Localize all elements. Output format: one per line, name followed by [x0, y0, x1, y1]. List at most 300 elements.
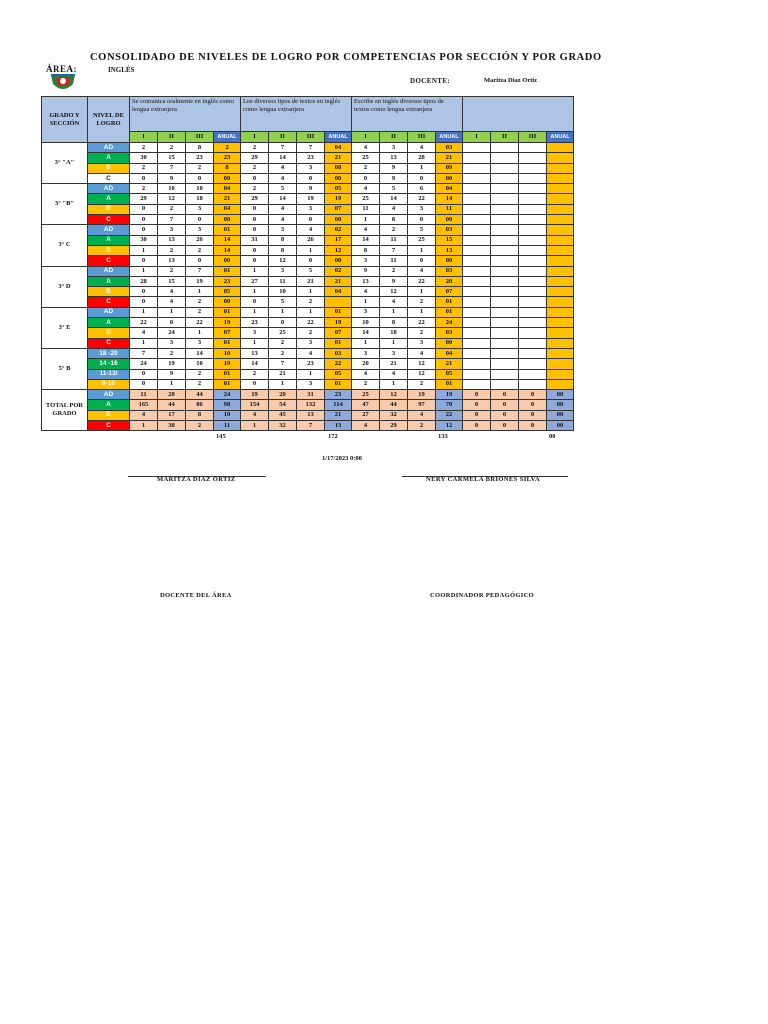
page-title: CONSOLIDADO DE NIVELES DE LOGRO POR COMPETENCIAS POR SECCIÓN Y POR GRADO — [90, 52, 602, 63]
value-cell: 11 — [380, 235, 408, 245]
report-date: 1/17/2023 0:00 — [322, 455, 362, 462]
level-cell: A — [88, 318, 130, 328]
value-cell: 7 — [269, 143, 297, 153]
value-cell: 4 — [269, 204, 297, 214]
value-cell: 2 — [186, 163, 214, 173]
anual-value-cell: 21 — [436, 359, 463, 369]
level-cell: C — [88, 256, 130, 266]
value-cell — [463, 348, 491, 358]
value-cell — [463, 266, 491, 276]
value-cell: 3 — [380, 348, 408, 358]
anual-value-cell: 01 — [214, 338, 241, 348]
value-cell — [491, 204, 519, 214]
value-cell: 14 — [352, 328, 380, 338]
value-cell: 2 — [158, 204, 186, 214]
table-row — [42, 215, 574, 225]
value-cell: 7 — [130, 348, 158, 358]
value-cell: 0 — [130, 173, 158, 183]
value-cell: 0 — [241, 225, 269, 235]
value-cell: 20 — [158, 390, 186, 400]
value-cell — [491, 266, 519, 276]
value-cell: 1 — [241, 266, 269, 276]
value-cell: 4 — [269, 173, 297, 183]
value-cell: 2 — [269, 348, 297, 358]
value-cell: 44 — [158, 400, 186, 410]
anual-value-cell: 00 — [436, 256, 463, 266]
anual-value-cell: 07 — [325, 328, 352, 338]
docente-label: DOCENTE: — [410, 77, 451, 85]
value-cell: 1 — [130, 266, 158, 276]
value-cell — [519, 287, 547, 297]
value-cell: 13 — [297, 410, 325, 420]
value-cell: 22 — [408, 276, 436, 286]
anual-value-cell: 00 — [436, 173, 463, 183]
value-cell: 2 — [130, 163, 158, 173]
value-cell: 4 — [380, 369, 408, 379]
value-cell: 4 — [158, 297, 186, 307]
value-cell: 3 — [186, 338, 214, 348]
anual-value-cell — [547, 235, 574, 245]
value-cell: 4 — [352, 287, 380, 297]
period-header: I — [463, 132, 491, 143]
value-cell: 3 — [352, 307, 380, 317]
level-cell: AD — [88, 266, 130, 276]
anual-value-cell: 17 — [325, 235, 352, 245]
value-cell: 3 — [297, 338, 325, 348]
value-cell: 0 — [158, 318, 186, 328]
anual-value-cell — [547, 318, 574, 328]
value-cell: 1 — [297, 369, 325, 379]
value-cell: 4 — [352, 184, 380, 194]
anual-value-cell — [547, 215, 574, 225]
anual-value-cell: 14 — [436, 194, 463, 204]
value-cell: 8 — [380, 318, 408, 328]
anual-value-cell: 11 — [436, 204, 463, 214]
table-row — [42, 276, 574, 286]
anual-value-cell — [547, 379, 574, 389]
anual-value-cell: 22 — [436, 410, 463, 420]
value-cell: 0 — [491, 410, 519, 420]
value-cell: 14 — [186, 348, 214, 358]
value-cell: 27 — [241, 276, 269, 286]
table-row — [42, 359, 574, 369]
value-cell: 25 — [352, 153, 380, 163]
value-cell — [463, 245, 491, 255]
section-label: 3° "A" — [42, 143, 88, 184]
anual-value-cell: 01 — [325, 379, 352, 389]
value-cell: 4 — [408, 143, 436, 153]
section-label: 3° "B" — [42, 184, 88, 225]
value-cell: 15 — [158, 276, 186, 286]
value-cell: 7 — [186, 266, 214, 276]
value-cell: 29 — [241, 194, 269, 204]
value-cell: 0 — [186, 173, 214, 183]
anual-value-cell: 05 — [214, 287, 241, 297]
value-cell: 14 — [241, 359, 269, 369]
value-cell: 31 — [241, 235, 269, 245]
value-cell: 3 — [297, 379, 325, 389]
value-cell — [463, 204, 491, 214]
value-cell: 25 — [269, 328, 297, 338]
table-row — [42, 245, 574, 255]
anual-value-cell: 03 — [436, 266, 463, 276]
value-cell — [463, 359, 491, 369]
anual-value-cell: 00 — [436, 215, 463, 225]
value-cell — [519, 225, 547, 235]
section-label: 5° B — [42, 348, 88, 389]
level-cell: A — [88, 276, 130, 286]
value-cell: 29 — [130, 194, 158, 204]
value-cell — [519, 235, 547, 245]
value-cell: 0 — [408, 173, 436, 183]
table-row — [42, 348, 574, 358]
value-cell: 4 — [380, 297, 408, 307]
anual-value-cell: 01 — [214, 266, 241, 276]
table-row — [42, 400, 574, 410]
value-cell: 0 — [297, 173, 325, 183]
anual-value-cell: 01 — [436, 379, 463, 389]
value-cell: 8 — [186, 410, 214, 420]
value-cell: 14 — [380, 194, 408, 204]
value-cell — [463, 143, 491, 153]
value-cell: 44 — [380, 400, 408, 410]
value-cell: 5 — [380, 184, 408, 194]
value-cell: 8 — [352, 245, 380, 255]
anual-value-cell — [547, 307, 574, 317]
anual-value-cell: 14 — [214, 235, 241, 245]
value-cell: 7 — [269, 359, 297, 369]
value-cell: 23 — [241, 318, 269, 328]
anual-value-cell: 10 — [214, 348, 241, 358]
anual-value-cell: 00 — [547, 421, 574, 431]
value-cell: 28 — [130, 276, 158, 286]
value-cell: 1 — [130, 307, 158, 317]
anual-value-cell: 01 — [214, 379, 241, 389]
anual-value-cell — [547, 256, 574, 266]
role-right: COORDINADOR PEDAGÓGICO — [430, 592, 534, 599]
value-cell: 1 — [130, 338, 158, 348]
value-cell — [491, 143, 519, 153]
value-cell — [519, 245, 547, 255]
value-cell: 4 — [130, 328, 158, 338]
table-row — [42, 256, 574, 266]
anual-value-cell: 08 — [325, 163, 352, 173]
value-cell: 10 — [186, 184, 214, 194]
anual-value-cell: 24 — [214, 390, 241, 400]
table-row — [42, 204, 574, 214]
value-cell: 97 — [408, 400, 436, 410]
header-row — [42, 97, 574, 132]
value-cell — [491, 287, 519, 297]
value-cell: 25 — [352, 390, 380, 400]
anual-value-cell: 23 — [325, 390, 352, 400]
grand-total-3: 133 — [438, 433, 448, 440]
value-cell: 11 — [130, 390, 158, 400]
value-cell: 5 — [408, 225, 436, 235]
value-cell: 28 — [408, 153, 436, 163]
level-cell: AD — [88, 307, 130, 317]
value-cell: 22 — [297, 318, 325, 328]
value-cell: 13 — [352, 276, 380, 286]
anual-value-cell — [547, 328, 574, 338]
period-header: III — [519, 132, 547, 143]
period-header: III — [297, 132, 325, 143]
value-cell — [519, 215, 547, 225]
anual-value-cell: 05 — [325, 369, 352, 379]
anual-value-cell: 21 — [325, 153, 352, 163]
value-cell: 10 — [269, 287, 297, 297]
value-cell — [491, 215, 519, 225]
anual-value-cell: 07 — [436, 287, 463, 297]
table-row — [42, 153, 574, 163]
value-cell: 0 — [463, 410, 491, 420]
value-cell: 13 — [241, 348, 269, 358]
value-cell: 132 — [297, 400, 325, 410]
level-cell: B — [88, 328, 130, 338]
value-cell: 0 — [491, 400, 519, 410]
value-cell: 19 — [186, 276, 214, 286]
value-cell: 1 — [297, 287, 325, 297]
value-cell — [519, 163, 547, 173]
value-cell: 1 — [408, 307, 436, 317]
anual-value-cell: 00 — [325, 256, 352, 266]
value-cell — [463, 215, 491, 225]
period-header: II — [491, 132, 519, 143]
value-cell: 30 — [130, 235, 158, 245]
value-cell: 47 — [352, 400, 380, 410]
anual-value-cell — [547, 338, 574, 348]
level-cell: A — [88, 153, 130, 163]
table-row — [42, 297, 574, 307]
value-cell: 26 — [297, 235, 325, 245]
anual-value-cell — [547, 297, 574, 307]
value-cell: 2 — [130, 184, 158, 194]
value-cell: 1 — [158, 307, 186, 317]
table-row — [42, 318, 574, 328]
value-cell — [491, 276, 519, 286]
value-cell: 4 — [352, 225, 380, 235]
period-header: II — [158, 132, 186, 143]
anual-value-cell — [547, 369, 574, 379]
value-cell: 17 — [158, 410, 186, 420]
value-cell: 2 — [241, 143, 269, 153]
table-row — [42, 266, 574, 276]
value-cell: 29 — [241, 153, 269, 163]
value-cell — [519, 328, 547, 338]
value-cell — [519, 194, 547, 204]
period-header: I — [130, 132, 158, 143]
level-cell: AD — [88, 390, 130, 400]
value-cell: 1 — [380, 307, 408, 317]
value-cell: 4 — [241, 410, 269, 420]
value-cell: 12 — [269, 256, 297, 266]
level-cell: B — [88, 245, 130, 255]
anual-value-cell: 00 — [214, 173, 241, 183]
value-cell: 3 — [186, 204, 214, 214]
value-cell: 45 — [269, 410, 297, 420]
value-cell: 9 — [352, 266, 380, 276]
value-cell — [463, 276, 491, 286]
value-cell — [519, 348, 547, 358]
value-cell — [519, 297, 547, 307]
value-cell: 2 — [269, 338, 297, 348]
value-cell: 0 — [519, 390, 547, 400]
value-cell: 11 — [380, 256, 408, 266]
value-cell: 0 — [241, 379, 269, 389]
value-cell: 1 — [380, 338, 408, 348]
value-cell: 4 — [352, 143, 380, 153]
anual-value-cell: 03 — [436, 225, 463, 235]
value-cell: 21 — [297, 276, 325, 286]
anual-value-cell: 23 — [214, 276, 241, 286]
value-cell: 11 — [269, 276, 297, 286]
anual-value-cell: 04 — [214, 184, 241, 194]
value-cell: 2 — [158, 245, 186, 255]
competencia-header: Escribe en inglés diversos tipos de textos como lengua extranjera — [352, 97, 463, 132]
anual-value-cell — [547, 194, 574, 204]
value-cell: 0 — [186, 256, 214, 266]
anual-value-cell: 01 — [214, 369, 241, 379]
school-crest-icon — [50, 72, 76, 92]
value-cell — [491, 245, 519, 255]
anual-value-cell: 01 — [325, 307, 352, 317]
value-cell: 1 — [352, 215, 380, 225]
value-cell: 8 — [269, 235, 297, 245]
value-cell: 1 — [352, 338, 380, 348]
anual-value-cell: 20 — [436, 276, 463, 286]
value-cell — [519, 338, 547, 348]
table-row — [42, 421, 574, 431]
period-anual-header: ANUAL — [214, 132, 241, 143]
section-label: 3° E — [42, 307, 88, 348]
anual-value-cell — [547, 204, 574, 214]
anual-value-cell — [547, 245, 574, 255]
table-row — [42, 369, 574, 379]
value-cell: 5 — [297, 266, 325, 276]
value-cell — [463, 338, 491, 348]
value-cell: 18 — [380, 328, 408, 338]
value-cell: 10 — [158, 184, 186, 194]
value-cell — [463, 369, 491, 379]
value-cell — [463, 194, 491, 204]
anual-value-cell: 22 — [325, 359, 352, 369]
table-row — [42, 307, 574, 317]
value-cell — [491, 153, 519, 163]
value-cell: 2 — [380, 266, 408, 276]
value-cell: 3 — [352, 256, 380, 266]
anual-value-cell — [547, 184, 574, 194]
value-cell: 0 — [130, 287, 158, 297]
table-row — [42, 163, 574, 173]
value-cell — [491, 369, 519, 379]
value-cell: 3 — [269, 225, 297, 235]
value-cell: 86 — [186, 400, 214, 410]
anual-value-cell: 00 — [214, 297, 241, 307]
anual-value-cell: 03 — [436, 143, 463, 153]
value-cell: 1 — [297, 307, 325, 317]
value-cell: 0 — [186, 215, 214, 225]
anual-value-cell — [547, 266, 574, 276]
anual-value-cell: 04 — [436, 348, 463, 358]
anual-value-cell: 01 — [436, 297, 463, 307]
level-cell: B — [88, 410, 130, 420]
anual-value-cell: 00 — [325, 215, 352, 225]
value-cell — [519, 369, 547, 379]
value-cell: 0 — [463, 400, 491, 410]
value-cell: 1 — [186, 328, 214, 338]
anual-value-cell: 10 — [214, 410, 241, 420]
section-label: 3° C — [42, 225, 88, 266]
value-cell: 20 — [269, 390, 297, 400]
anual-value-cell: 00 — [436, 338, 463, 348]
value-cell: 22 — [408, 194, 436, 204]
value-cell — [491, 297, 519, 307]
value-cell: 14 — [352, 235, 380, 245]
value-cell: 4 — [408, 410, 436, 420]
anual-value-cell: 19 — [325, 318, 352, 328]
docente-value: Maritza Diaz Ortiz — [484, 77, 538, 84]
value-cell — [463, 184, 491, 194]
value-cell: 24 — [158, 328, 186, 338]
value-cell: 4 — [130, 410, 158, 420]
value-cell — [519, 318, 547, 328]
value-cell: 0 — [297, 256, 325, 266]
level-cell: B — [88, 163, 130, 173]
value-cell: 13 — [158, 256, 186, 266]
value-cell: 19 — [158, 359, 186, 369]
value-cell: 9 — [158, 173, 186, 183]
value-cell: 0 — [408, 256, 436, 266]
table-row — [42, 410, 574, 420]
value-cell: 32 — [269, 421, 297, 431]
anual-value-cell — [547, 359, 574, 369]
competencia-header: Se comunica oralmente en inglés como lengua extranjera — [130, 97, 241, 132]
anual-value-cell: 05 — [436, 369, 463, 379]
value-cell: 4 — [380, 204, 408, 214]
anual-value-cell: 21 — [214, 194, 241, 204]
table-row — [42, 225, 574, 235]
value-cell: 23 — [297, 359, 325, 369]
value-cell: 2 — [186, 369, 214, 379]
value-cell: 3 — [297, 204, 325, 214]
value-cell: 2 — [380, 225, 408, 235]
value-cell: 0 — [130, 256, 158, 266]
value-cell: 0 — [269, 318, 297, 328]
anual-value-cell — [547, 153, 574, 163]
value-cell: 10 — [186, 359, 214, 369]
value-cell: 4 — [158, 287, 186, 297]
value-cell: 2 — [408, 379, 436, 389]
anual-value-cell: 12 — [325, 245, 352, 255]
anual-value-cell: 05 — [325, 184, 352, 194]
value-cell — [463, 235, 491, 245]
anual-value-cell: 114 — [325, 400, 352, 410]
value-cell: 6 — [408, 184, 436, 194]
total-label: TOTAL POR GRADO — [42, 390, 88, 431]
value-cell — [491, 173, 519, 183]
value-cell — [519, 379, 547, 389]
period-anual-header: ANUAL — [547, 132, 574, 143]
value-cell — [519, 143, 547, 153]
value-cell: 7 — [297, 421, 325, 431]
value-cell: 9 — [380, 276, 408, 286]
value-cell: 30 — [130, 153, 158, 163]
value-cell — [491, 307, 519, 317]
value-cell: 1 — [241, 307, 269, 317]
value-cell — [491, 338, 519, 348]
value-cell: 165 — [130, 400, 158, 410]
value-cell: 2 — [241, 163, 269, 173]
